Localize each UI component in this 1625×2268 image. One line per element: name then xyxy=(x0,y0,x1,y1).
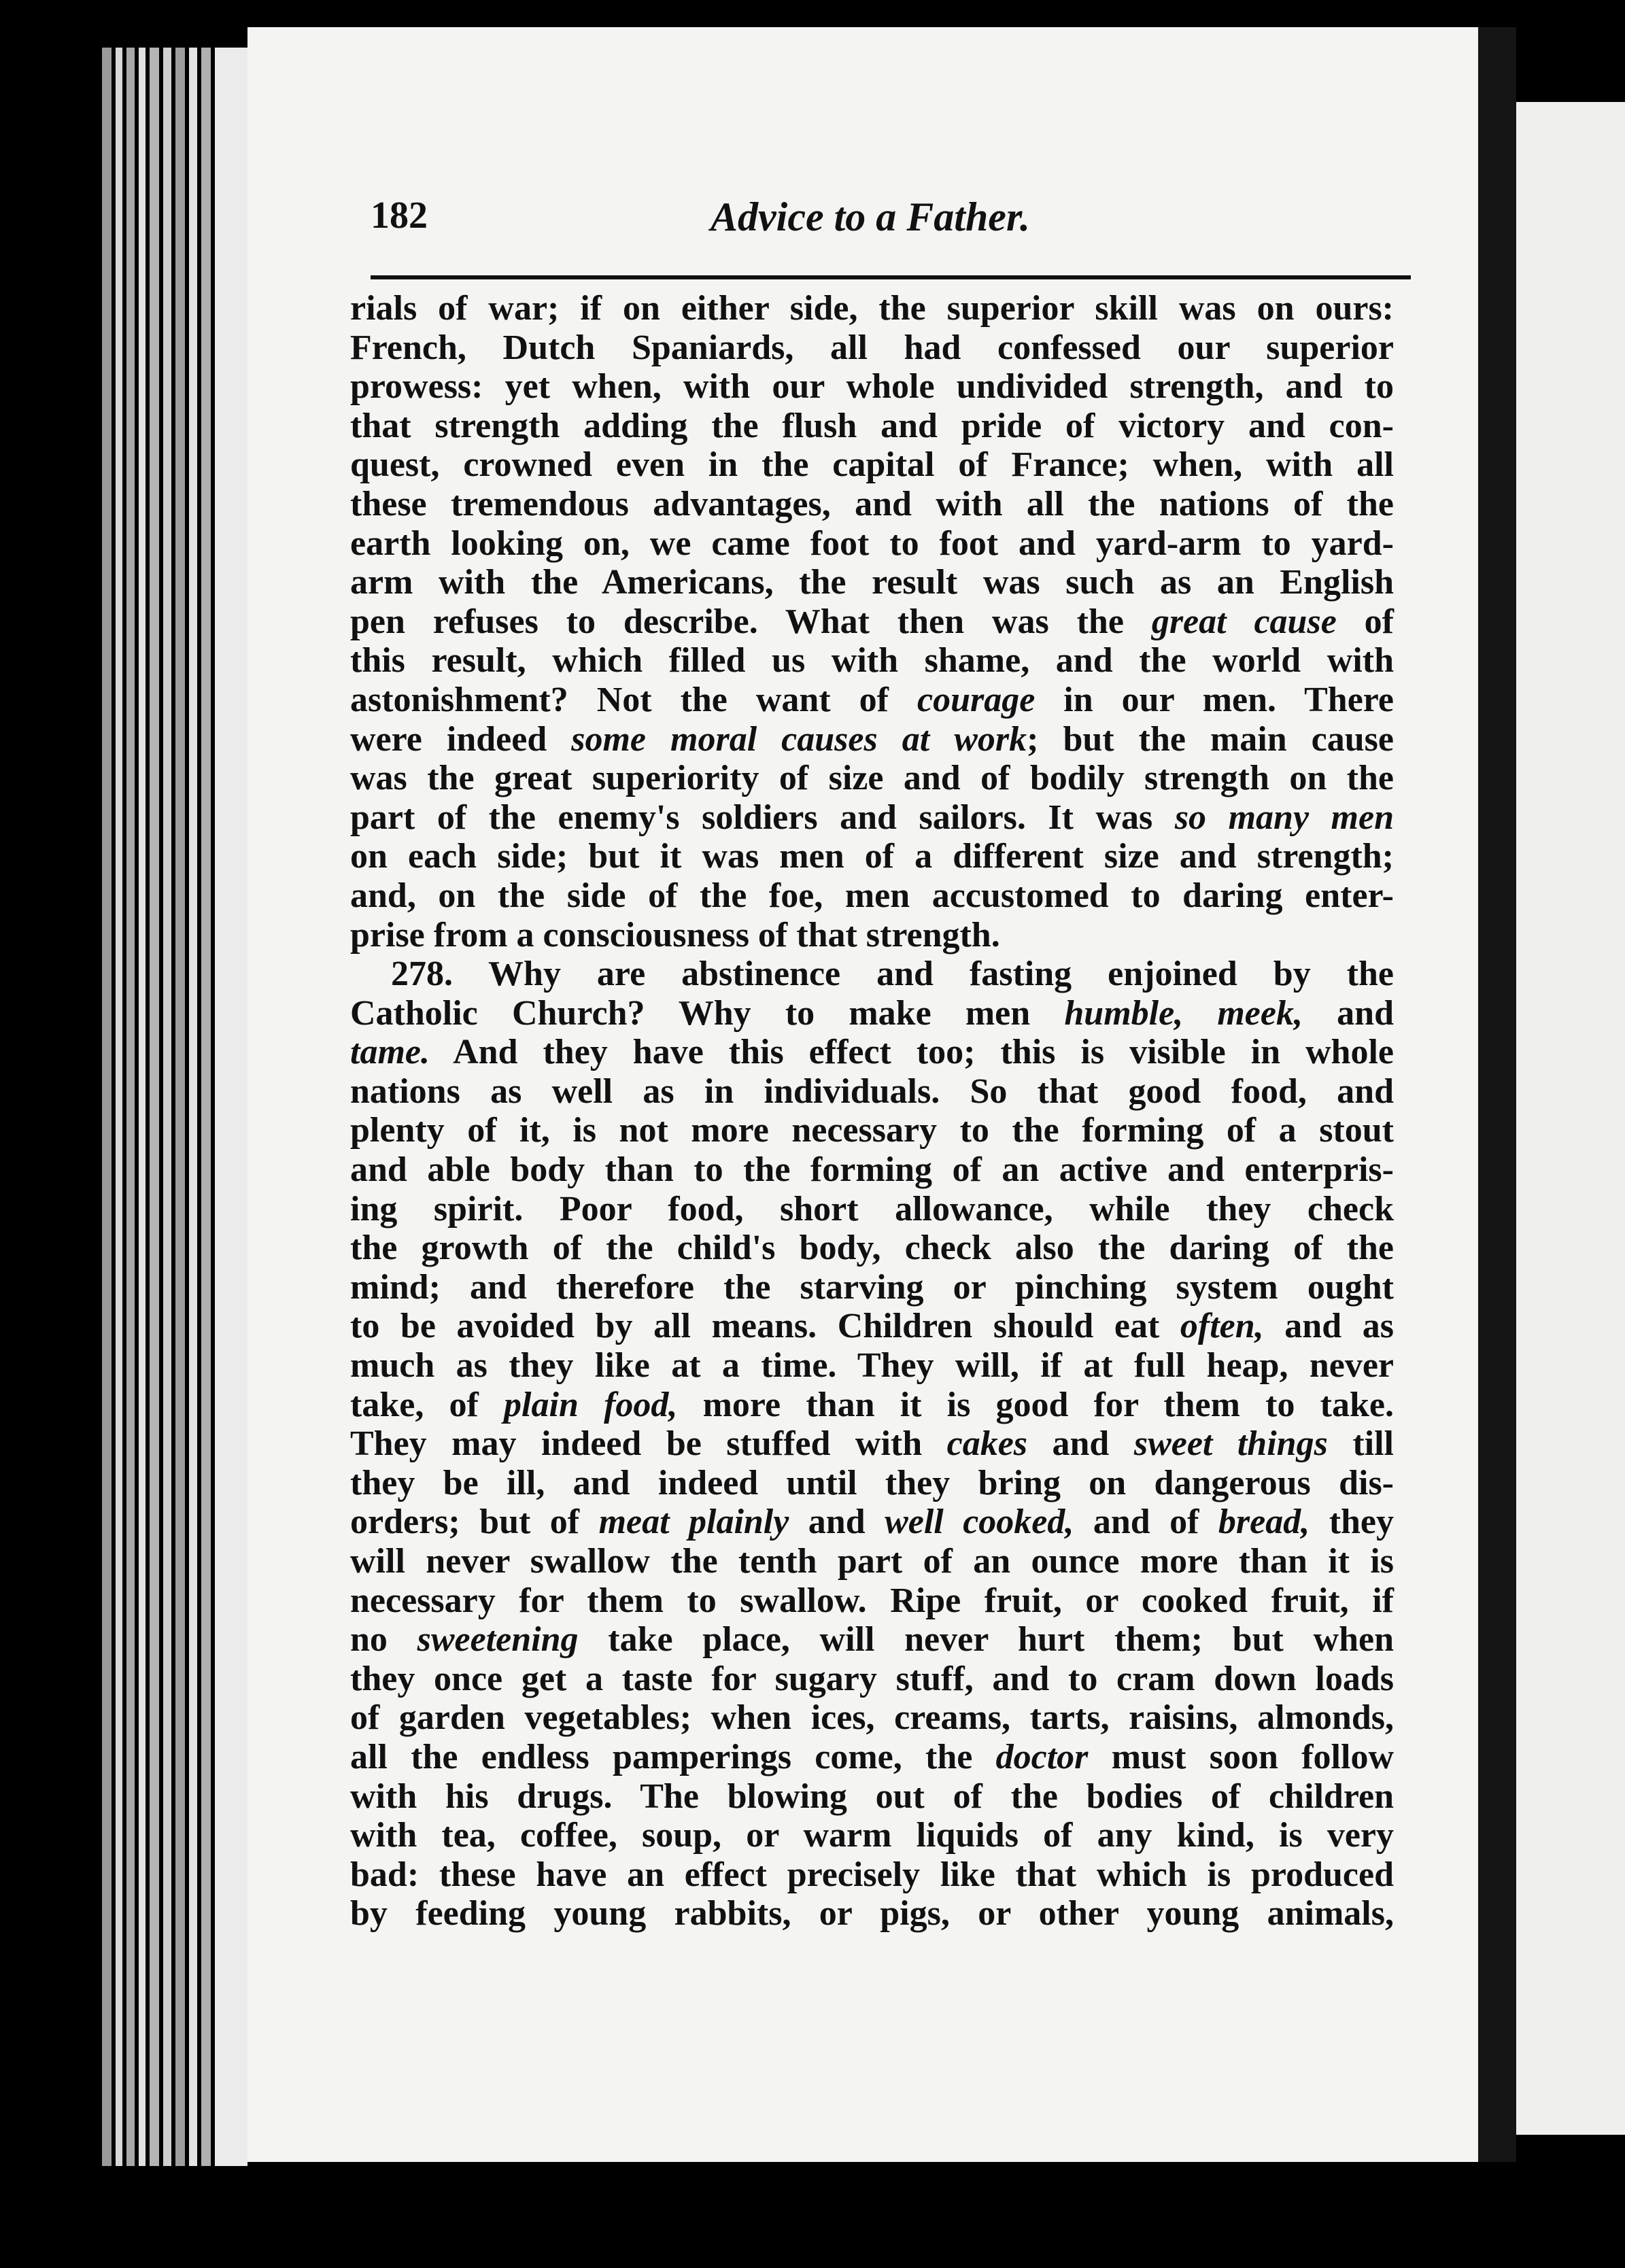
text-segment: of garden vegetables; when ices, creams, tarts, raisins, almonds, xyxy=(350,1698,1394,1738)
text-line xyxy=(350,1816,1394,1855)
text-segment: all the endless pamperings come, the xyxy=(350,1737,996,1776)
italic-phrase: well cooked, xyxy=(885,1502,1074,1542)
text-segment: on each side; but it was men of a different size and strength; xyxy=(350,837,1394,876)
text-segment: ; but the main cause xyxy=(1027,719,1394,759)
text-segment: and of xyxy=(1074,1502,1218,1542)
text-segment: take place, will never hurt them; but when xyxy=(578,1620,1395,1660)
italic-phrase: humble, meek, xyxy=(1064,993,1303,1033)
text-line xyxy=(350,759,1394,798)
page-edge-strip xyxy=(150,48,159,2166)
text-segment: necessary for them to swallow. Ripe fruit, or cooked fruit, if xyxy=(350,1581,1394,1620)
text-line xyxy=(350,1150,1394,1190)
text-segment: arm with the Americans, the result was such as an English xyxy=(350,563,1394,602)
text-segment: much as they like at a time. They will, if at full heap, never xyxy=(350,1346,1394,1386)
text-segment: of xyxy=(1336,602,1394,641)
text-line xyxy=(350,798,1394,838)
text-segment: till xyxy=(1327,1424,1394,1464)
text-line xyxy=(350,563,1394,602)
text-segment: with his drugs. The blowing out of the bodies of children xyxy=(350,1776,1394,1816)
body-text xyxy=(350,289,1394,1934)
italic-phrase: plain food, xyxy=(504,1385,678,1424)
text-segment: nations as well as in individuals. So that good food, and xyxy=(350,1071,1394,1111)
text-segment: and, on the side of the foe, men accustomed to daring enter- xyxy=(350,876,1394,915)
text-segment: must soon follow xyxy=(1088,1737,1394,1776)
text-segment: will never swallow the tenth part of an ounce more than it is xyxy=(350,1542,1394,1581)
text-segment: in our men. There xyxy=(1035,680,1395,719)
text-line xyxy=(350,1698,1394,1738)
text-line xyxy=(350,837,1394,876)
text-segment: 278. Why are abstinence and fasting enjoined by the xyxy=(391,955,1394,994)
text-segment: that strength adding the flush and pride of victory and con- xyxy=(350,406,1394,445)
text-line xyxy=(350,916,1394,955)
text-line xyxy=(350,602,1394,642)
text-segment: were indeed xyxy=(350,719,572,759)
page-edge-strip xyxy=(102,48,112,2166)
text-segment: take, of xyxy=(350,1385,504,1424)
italic-phrase: often, xyxy=(1180,1307,1264,1346)
text-line xyxy=(350,1855,1394,1895)
page-edge-strip xyxy=(126,48,135,2166)
text-segment: they be ill, and indeed until they bring on dangerous dis- xyxy=(350,1463,1394,1502)
text-segment: They may indeed be stuffed with xyxy=(350,1424,947,1464)
page-edge-strip xyxy=(175,48,185,2166)
text-line xyxy=(350,1228,1394,1268)
text-segment: prise from a consciousness of that strength. xyxy=(350,915,1000,955)
running-title: Advice to a Father. xyxy=(711,194,1030,239)
text-segment: the growth of the child's body, check also the daring of the xyxy=(350,1228,1394,1268)
text-line xyxy=(350,994,1394,1033)
text-line xyxy=(350,1581,1394,1621)
text-segment: bad: these have an effect precisely like that which is produced xyxy=(350,1855,1394,1894)
italic-phrase: bread, xyxy=(1218,1502,1310,1542)
text-line xyxy=(350,720,1394,759)
text-segment: more than it is good for them to take. xyxy=(677,1385,1394,1424)
text-segment: Catholic Church? Why to make men xyxy=(350,993,1065,1033)
text-line xyxy=(350,1542,1394,1581)
page-number: 182 xyxy=(371,194,428,237)
text-line xyxy=(350,681,1394,720)
text-line xyxy=(350,524,1394,564)
italic-phrase: cakes xyxy=(946,1424,1028,1464)
text-segment: with tea, coffee, soup, or warm liquids of any kind, is very xyxy=(350,1816,1394,1855)
text-segment: pen refuses to describe. What then was the xyxy=(350,602,1152,641)
text-line xyxy=(350,1033,1394,1072)
text-line xyxy=(350,1072,1394,1112)
text-segment: and able body than to the forming of an active and enterpris- xyxy=(350,1150,1394,1190)
italic-phrase: some moral causes at work xyxy=(571,719,1027,759)
text-line xyxy=(350,1660,1394,1699)
italic-phrase: so many men xyxy=(1174,797,1394,837)
header-rule xyxy=(371,275,1411,279)
text-segment: French, Dutch Spaniards, all had confessed our superior xyxy=(350,328,1394,367)
text-segment: plenty of it, is not more necessary to the forming of a stout xyxy=(350,1111,1394,1150)
text-segment: part of the enemy's soldiers and sailors. It was xyxy=(350,797,1175,837)
text-segment: astonishment? Not the want of xyxy=(350,680,917,719)
text-segment: by feeding young rabbits, or pigs, or other young animals, xyxy=(350,1894,1394,1934)
text-line xyxy=(350,485,1394,524)
italic-phrase: courage xyxy=(917,680,1036,719)
text-line xyxy=(350,289,1394,328)
text-segment: they xyxy=(1310,1502,1395,1542)
text-line xyxy=(350,1464,1394,1503)
text-segment: prowess: yet when, with our whole undivided strength, and to xyxy=(350,367,1394,407)
text-segment: was the great superiority of size and of bodily strength on the xyxy=(350,759,1394,798)
italic-phrase: doctor xyxy=(995,1737,1089,1776)
text-segment: earth looking on, we came foot to foot and yard-arm to yard- xyxy=(350,523,1394,563)
page-edge-strip xyxy=(116,48,122,2166)
text-line xyxy=(350,1777,1394,1817)
text-segment: And they have this effect too; this is visible in whole xyxy=(429,1033,1394,1072)
text-line xyxy=(350,1738,1394,1777)
text-segment: ing spirit. Poor food, short allowance, while they check xyxy=(350,1189,1394,1228)
text-line xyxy=(350,445,1394,485)
page-edge-strip xyxy=(189,48,197,2166)
text-segment: rials of war; if on either side, the superior skill was on ours: xyxy=(350,289,1394,328)
text-line xyxy=(350,367,1394,407)
text-line xyxy=(350,1502,1394,1542)
page-edge-strip xyxy=(139,48,146,2166)
italic-phrase: meat plainly xyxy=(598,1502,789,1542)
page-edge-strip xyxy=(215,48,247,2166)
page-edge-strip xyxy=(163,48,171,2166)
text-segment: and xyxy=(789,1502,885,1542)
text-line xyxy=(350,1424,1394,1464)
text-segment: and xyxy=(1302,993,1394,1033)
text-line xyxy=(350,1268,1394,1307)
text-segment: orders; but of xyxy=(350,1502,599,1542)
text-segment: mind; and therefore the starving or pinching system ought xyxy=(350,1267,1394,1307)
text-segment: these tremendous advantages, and with all the nations of the xyxy=(350,484,1394,523)
facing-page-edge xyxy=(1516,102,1625,2135)
italic-phrase: sweet things xyxy=(1133,1424,1328,1464)
italic-phrase: sweetening xyxy=(417,1620,579,1660)
text-segment: they once get a taste for sugary stuff, and to cram down loads xyxy=(350,1659,1394,1698)
text-line xyxy=(350,1386,1394,1425)
text-segment: no xyxy=(350,1620,417,1660)
text-segment: and as xyxy=(1263,1307,1394,1346)
text-line xyxy=(350,328,1394,368)
text-line xyxy=(350,641,1394,681)
text-line xyxy=(350,1190,1394,1229)
book-gutter xyxy=(1478,27,1516,2162)
text-segment: and xyxy=(1027,1424,1134,1464)
text-segment: this result, which filled us with shame, and the world with xyxy=(350,641,1394,681)
page-edge-strip xyxy=(201,48,211,2166)
text-line xyxy=(350,1307,1394,1346)
text-line xyxy=(350,876,1394,916)
text-segment: quest, crowned even in the capital of France; when, with all xyxy=(350,445,1394,485)
text-line xyxy=(350,1346,1394,1386)
italic-phrase: great cause xyxy=(1151,602,1337,641)
text-line xyxy=(350,407,1394,446)
italic-phrase: tame. xyxy=(350,1033,430,1072)
page-header xyxy=(371,194,1418,255)
text-line xyxy=(350,1620,1394,1660)
text-line xyxy=(350,1894,1394,1934)
text-segment: to be avoided by all means. Children should eat xyxy=(350,1307,1180,1346)
text-line xyxy=(350,955,1394,994)
text-line xyxy=(350,1111,1394,1150)
